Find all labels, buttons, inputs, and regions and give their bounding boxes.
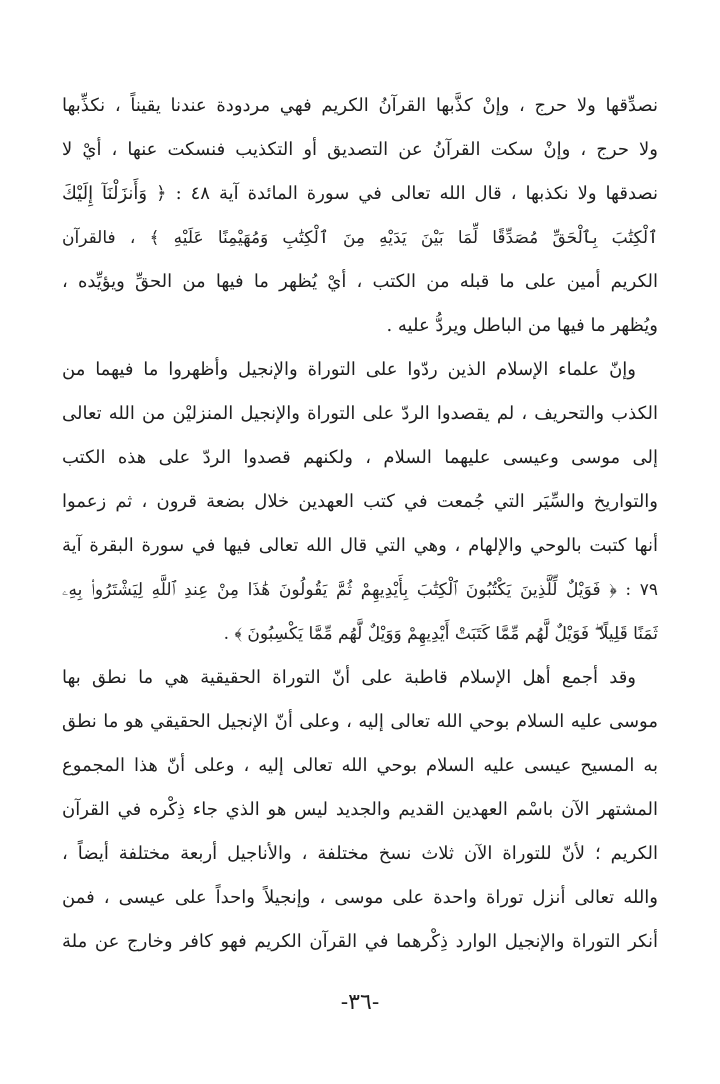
paragraph-3 — [62, 656, 658, 964]
text-line: الكريم ؛ لأنّ للتوراة الآن ثلاث نسخ مختلفة ، والأناجيل أربعة مختلفة أيضاً ، — [62, 843, 658, 864]
text-line: ويُظهر ما فيها من الباطل ويردُّ عليه . — [386, 315, 658, 336]
quran-verse-line: ثَمَنًا قَلِيلًا ۖ فَوَيْلٌ لَّهُم مِّمَّا كَتَبَتْ أَيْدِيهِمْ وَوَيْلٌ لَّهُم مِّمَّا يَكْسِبُونَ ﴾ . — [223, 624, 658, 644]
text-line: إلى موسى وعيسى عليهما السلام ، ولكنهم قصدوا الردّ على هذه الكتب — [62, 447, 658, 468]
text-line: أنها كتبت بالوحي والإلهام ، وهي التي قال الله تعالى فيها في سورة البقرة آية — [62, 535, 658, 556]
text-line: الكريم أمين على ما قبله من الكتب ، أيْ يُظهر ما فيها من الحقِّ ويؤيِّده ، — [62, 271, 658, 292]
text-line: ولا حرج ، وإنْ سكت القرآنُ عن التصديق أو التكذيب فنسكت عنها ، أيْ لا — [62, 139, 658, 160]
text-line: نصدقها ولا نكذبها ، قال الله تعالى في سورة المائدة آية ٤٨ : ﴿ وَأَنزَلْنَآ إِلَيْكَ — [62, 183, 658, 204]
text-line: وقد أجمع أهل الإسلام قاطبة على أنّ التوراة الحقيقية هي ما نطق بها — [62, 667, 636, 688]
text-line: موسى عليه السلام بوحي الله تعالى إليه ، وعلى أنّ الإنجيل الحقيقي هو ما نطق — [62, 711, 658, 732]
text-line: به المسيح عيسى عليه السلام بوحي الله تعالى إليه ، وعلى أنّ هذا المجموع — [62, 755, 658, 776]
text-line: المشتهر الآن باسْم العهدين القديم والجديد ليس هو الذي جاء ذِكْره في القرآن — [62, 799, 658, 820]
text-line: وإنّ علماء الإسلام الذين ردّوا على التوراة والإنجيل وأظهروا ما فيهما من — [62, 359, 636, 380]
text-line: والتواريخ والسِّيَر التي جُمعت في كتب العهدين خلال بضعة قرون ، ثم زعموا — [62, 491, 658, 512]
text-body — [62, 84, 658, 964]
text-line: نصدِّقها ولا حرج ، وإنْ كذَّبها القرآنُ الكريم فهي مردودة عندنا يقيناً ، نكذِّبها — [62, 95, 658, 116]
paragraph-2 — [62, 348, 658, 656]
paragraph-1 — [62, 84, 658, 348]
quran-verse-line: ٱلْكِتَٰبَ بِٱلْحَقِّ مُصَدِّقًا لِّمَا بَيْنَ يَدَيْهِ مِنَ ٱلْكِتَٰبِ وَمُهَيْمِنًا عَلَيْهِ ﴾ ، فالقرآن — [62, 228, 658, 248]
page-number: -٣٦- — [340, 990, 380, 1015]
text-line: الكذب والتحريف ، لم يقصدوا الردّ على التوراة والإنجيل المنزليْن من الله تعالى — [62, 403, 658, 424]
quran-verse-line: ٧٩ : ﴿ فَوَيْلٌ لِّلَّذِينَ يَكْتُبُونَ ٱلْكِتَٰبَ بِأَيْدِيهِمْ ثُمَّ يَقُولُونَ هَٰذَا مِنْ عِندِ ٱللَّهِ لِيَشْتَرُوا۟ بِهِۦ — [62, 580, 658, 600]
text-line: والله تعالى أنزل توراة واحدة على موسى ، وإنجيلاً واحداً على عيسى ، فمن — [62, 887, 658, 908]
text-line: أنكر التوراة والإنجيل الوارد ذِكْرهما في القرآن الكريم فهو كافر وخارج عن ملة — [62, 931, 658, 952]
